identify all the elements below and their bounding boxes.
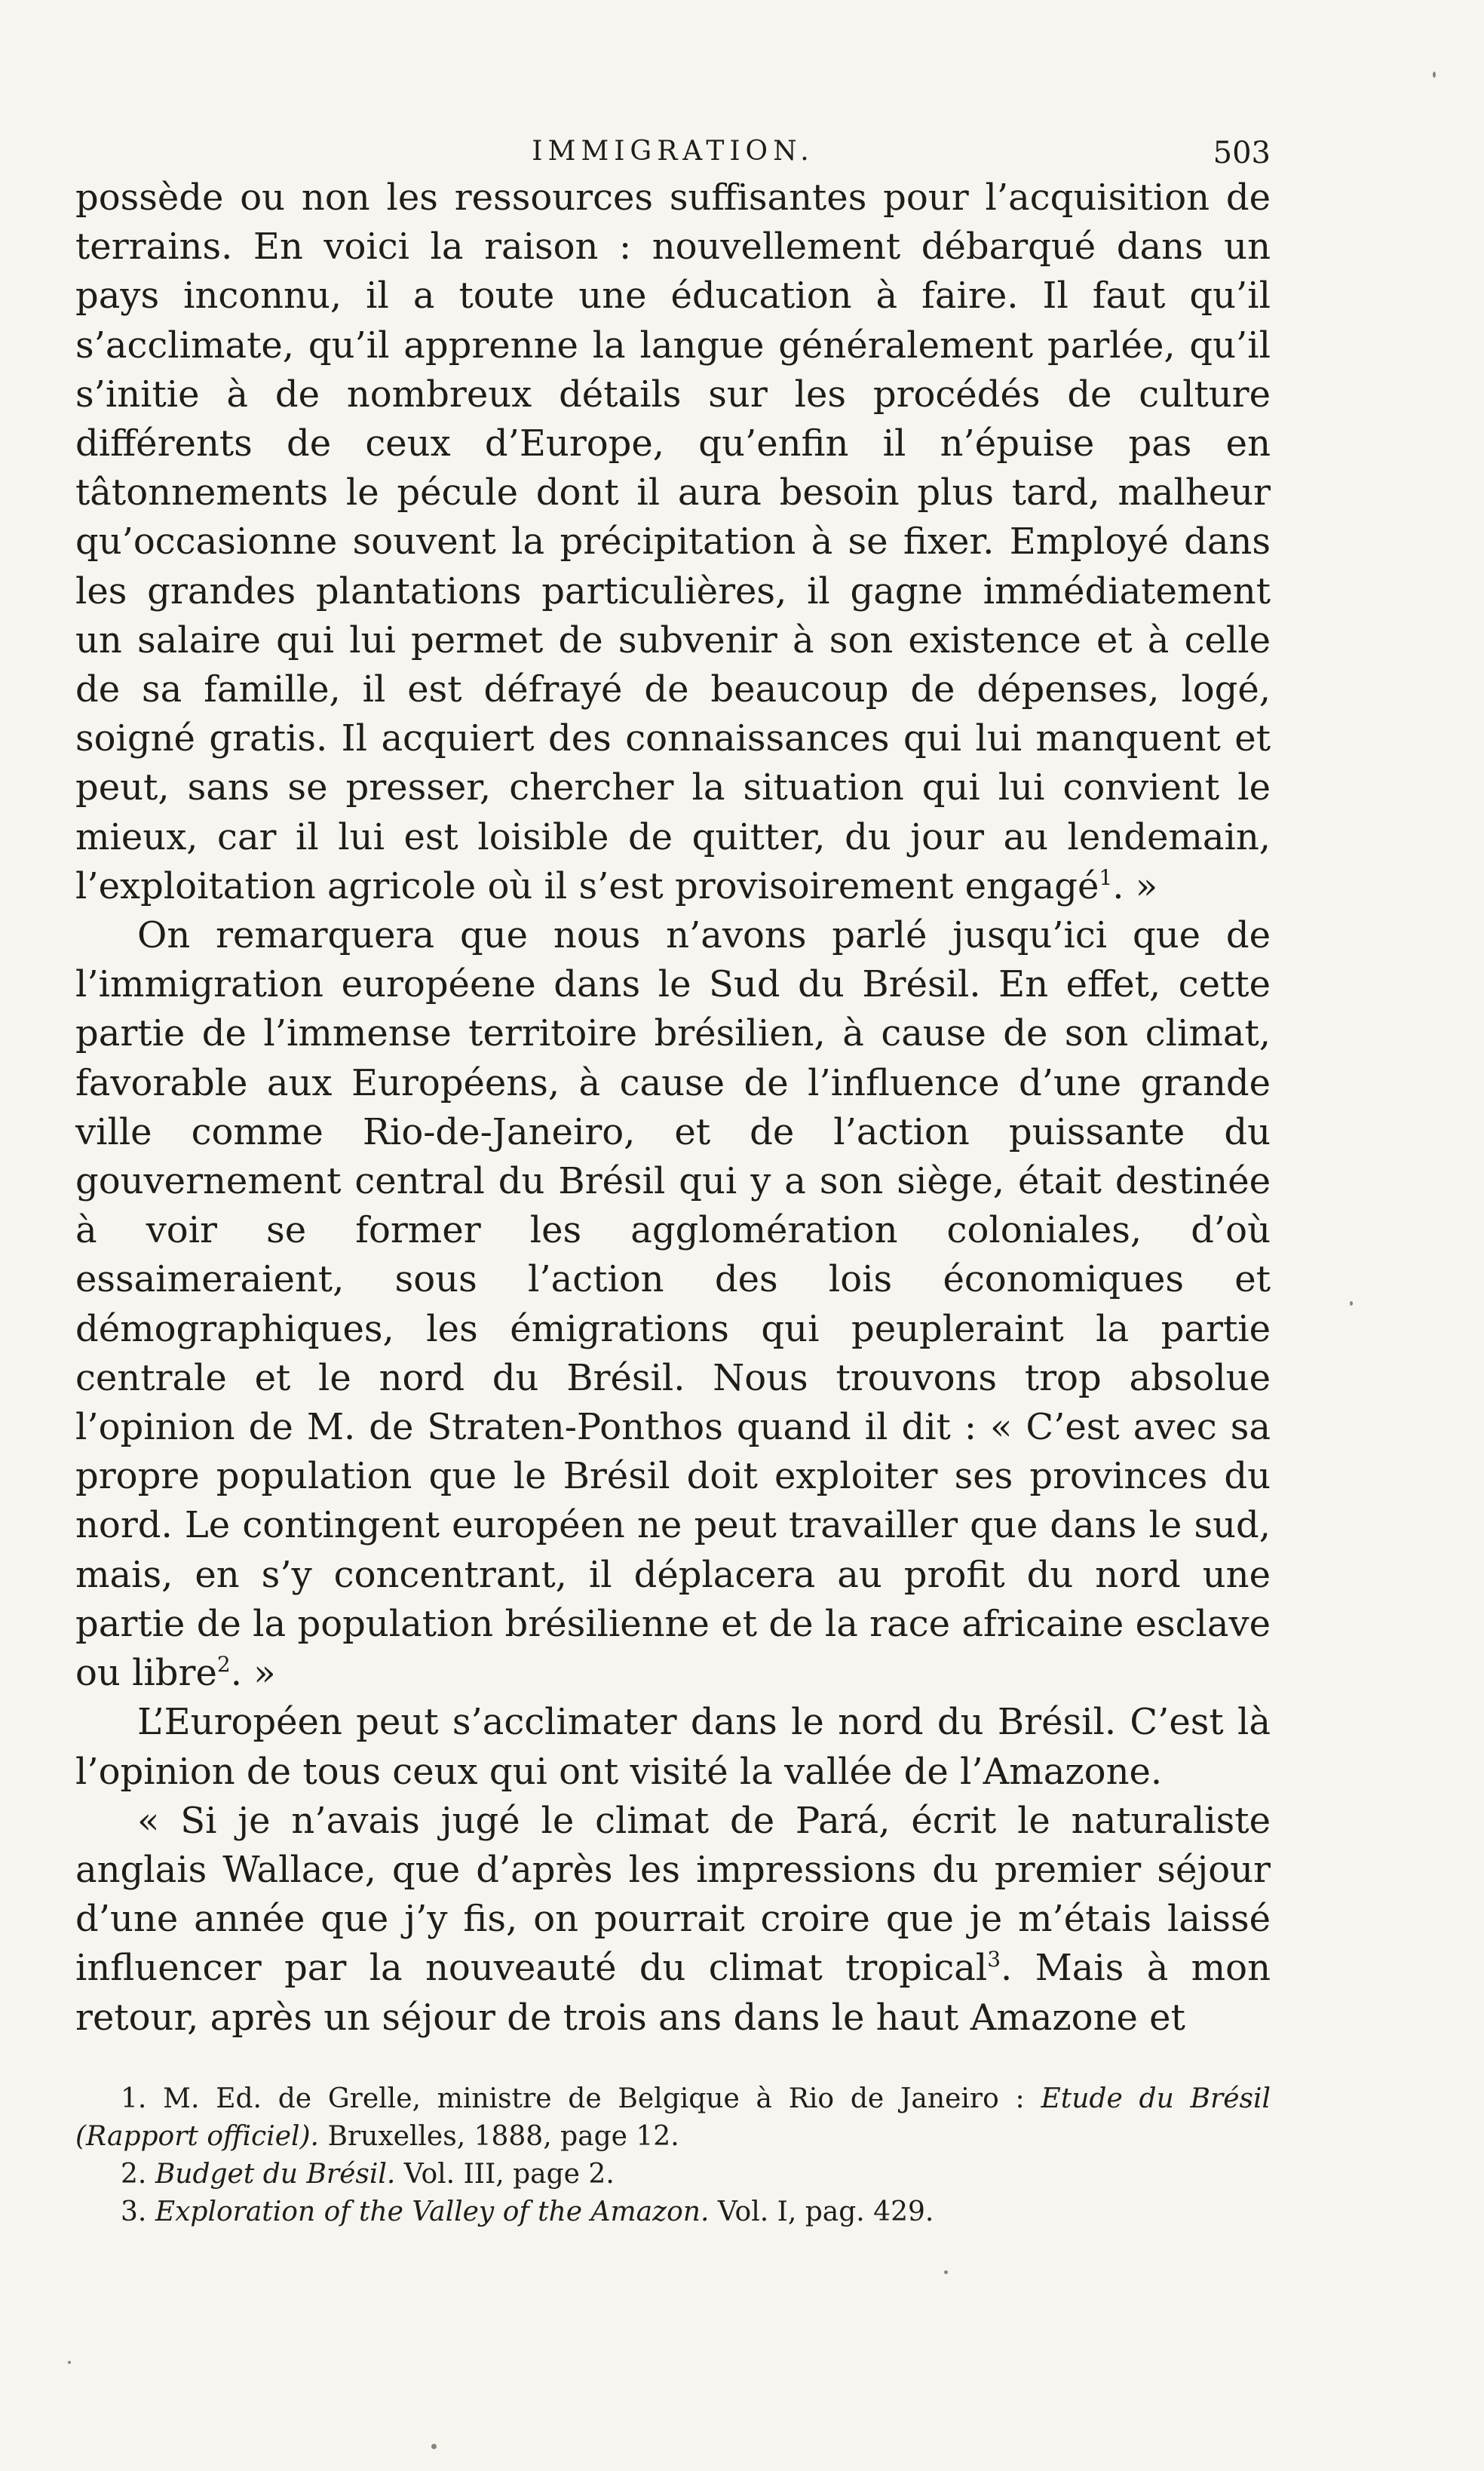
book-page	[75, 128, 1271, 2231]
footnote-2-title: Budget du Brésil.	[155, 2158, 396, 2190]
paragraph-2	[75, 911, 1271, 1698]
paragraph-1-text: possède ou non les ressources suffisantes pour l’acquisition de terrains. En voici la raison : nouvellement débarqué dans un pays inconnu, il a toute une éducation à faire. Il faut qu’il s’acclimate, qu’il apprenne la langue généralement parlée, qu’il s’initie à de nombreux détails sur les procédés de culture différents de ceux d’Europe, qu’enfin il n’épuise pas en tâtonnements le pécule dont il aura besoin plus tard, malheur qu’occasionne souvent la précipitation à se fixer. Employé dans les grandes plantations particulières, il gagne immédiatement un salaire qui lui permet de subvenir à son existence et à celle de sa famille, il est défrayé de beaucoup de dépenses, logé, soigné gratis. Il acquiert des connaissances qui lui manquent et peut, sans se presser, chercher la situation qui lui convient le mieux, car il lui est loisible de quitter, du jour au lendemain, l’exploitation agricole où il s’est provisoirement engagé	[75, 176, 1271, 907]
paragraph-3	[75, 1698, 1271, 1796]
paper-speck	[68, 2361, 71, 2364]
footnote-2-number: 2.	[121, 2158, 147, 2190]
footnote-1	[75, 2080, 1271, 2156]
paper-speck	[944, 2270, 948, 2274]
paper-speck	[1350, 1301, 1353, 1306]
paragraph-2-text: On remarquera que nous n’avons parlé jusqu’ici que de l’immigration européene dans le Sud du Brésil. En effet, cette partie de l’immense territoire brésilien, à cause de son climat, favorable aux Européens, à cause de l’influence d’une grande ville comme Rio-de-Janeiro, et de l’action puissante du gouvernement central du Brésil qui y a son siège, était destinée à voir se former les agglomération coloniales, d’où essaimeraient, sous l’action des lois économiques et démographiques, les émigrations qui peupleraint la partie centrale et le nord du Brésil. Nous trouvons trop absolue l’opinion de M. de Straten-Ponthos quand il dit : « C’est avec sa propre population que le Brésil doit exploiter ses provinces du nord. Le contingent européen ne peut travailler que dans le sud, mais, en s’y concentrant, il déplacera au profit du nord une partie de la population brésilienne et de la race africaine esclave ou libre	[75, 914, 1271, 1695]
footnote-1-number: 1.	[121, 2083, 147, 2114]
footnote-3-title: Exploration of the Valley of the Amazon.	[155, 2196, 710, 2227]
footnote-2-after: Vol. III, page 2.	[395, 2158, 615, 2190]
paragraph-1-end: . »	[1112, 864, 1158, 907]
page-number: 503	[1213, 136, 1271, 170]
paper-speck	[1433, 72, 1436, 78]
footnote-2	[75, 2156, 1271, 2193]
footnote-3-number: 3.	[121, 2196, 147, 2227]
footnote-3-after: Vol. I, pag. 429.	[709, 2196, 934, 2227]
footnote-1-title: Etude du Brésil (Rapport officiel).	[75, 2083, 1271, 2152]
running-title: IMMIGRATION.	[532, 136, 814, 167]
paragraph-4	[75, 1797, 1271, 2043]
paper-speck	[431, 2444, 437, 2449]
footnote-1-after: Bruxelles, 1888, page 12.	[319, 2120, 679, 2152]
body-text	[75, 173, 1271, 2043]
footnote-ref-1: 1	[1099, 864, 1113, 890]
footnote-ref-2: 2	[216, 1652, 231, 1678]
running-head	[75, 128, 1271, 173]
paragraph-4-end: . Mais à mon retour, après un séjour de trois ans dans le haut Amazone et	[75, 1947, 1271, 2039]
footnote-3	[75, 2193, 1271, 2231]
paragraph-2-end: . »	[230, 1652, 276, 1695]
paragraph-3-text: L’Européen peut s’acclimater dans le nord du Brésil. C’est là l’opinion de tous ceux qui ont visité la vallée de l’Amazone.	[75, 1701, 1271, 1793]
footnote-1-before: M. Ed. de Grelle, ministre de Belgique à Rio de Janeiro :	[163, 2083, 1041, 2114]
paragraph-4-text: « Si je n’avais jugé le climat de Pará, écrit le naturaliste anglais Wallace, que d’après les impressions du premier séjour d’une année que j’y fis, on pourrait croire que je m’étais laissé influencer par la nouveauté du climat tropical	[75, 1799, 1271, 1990]
footnote-ref-3: 3	[987, 1947, 1001, 1972]
paragraph-1	[75, 173, 1271, 911]
footnotes	[75, 2080, 1271, 2231]
